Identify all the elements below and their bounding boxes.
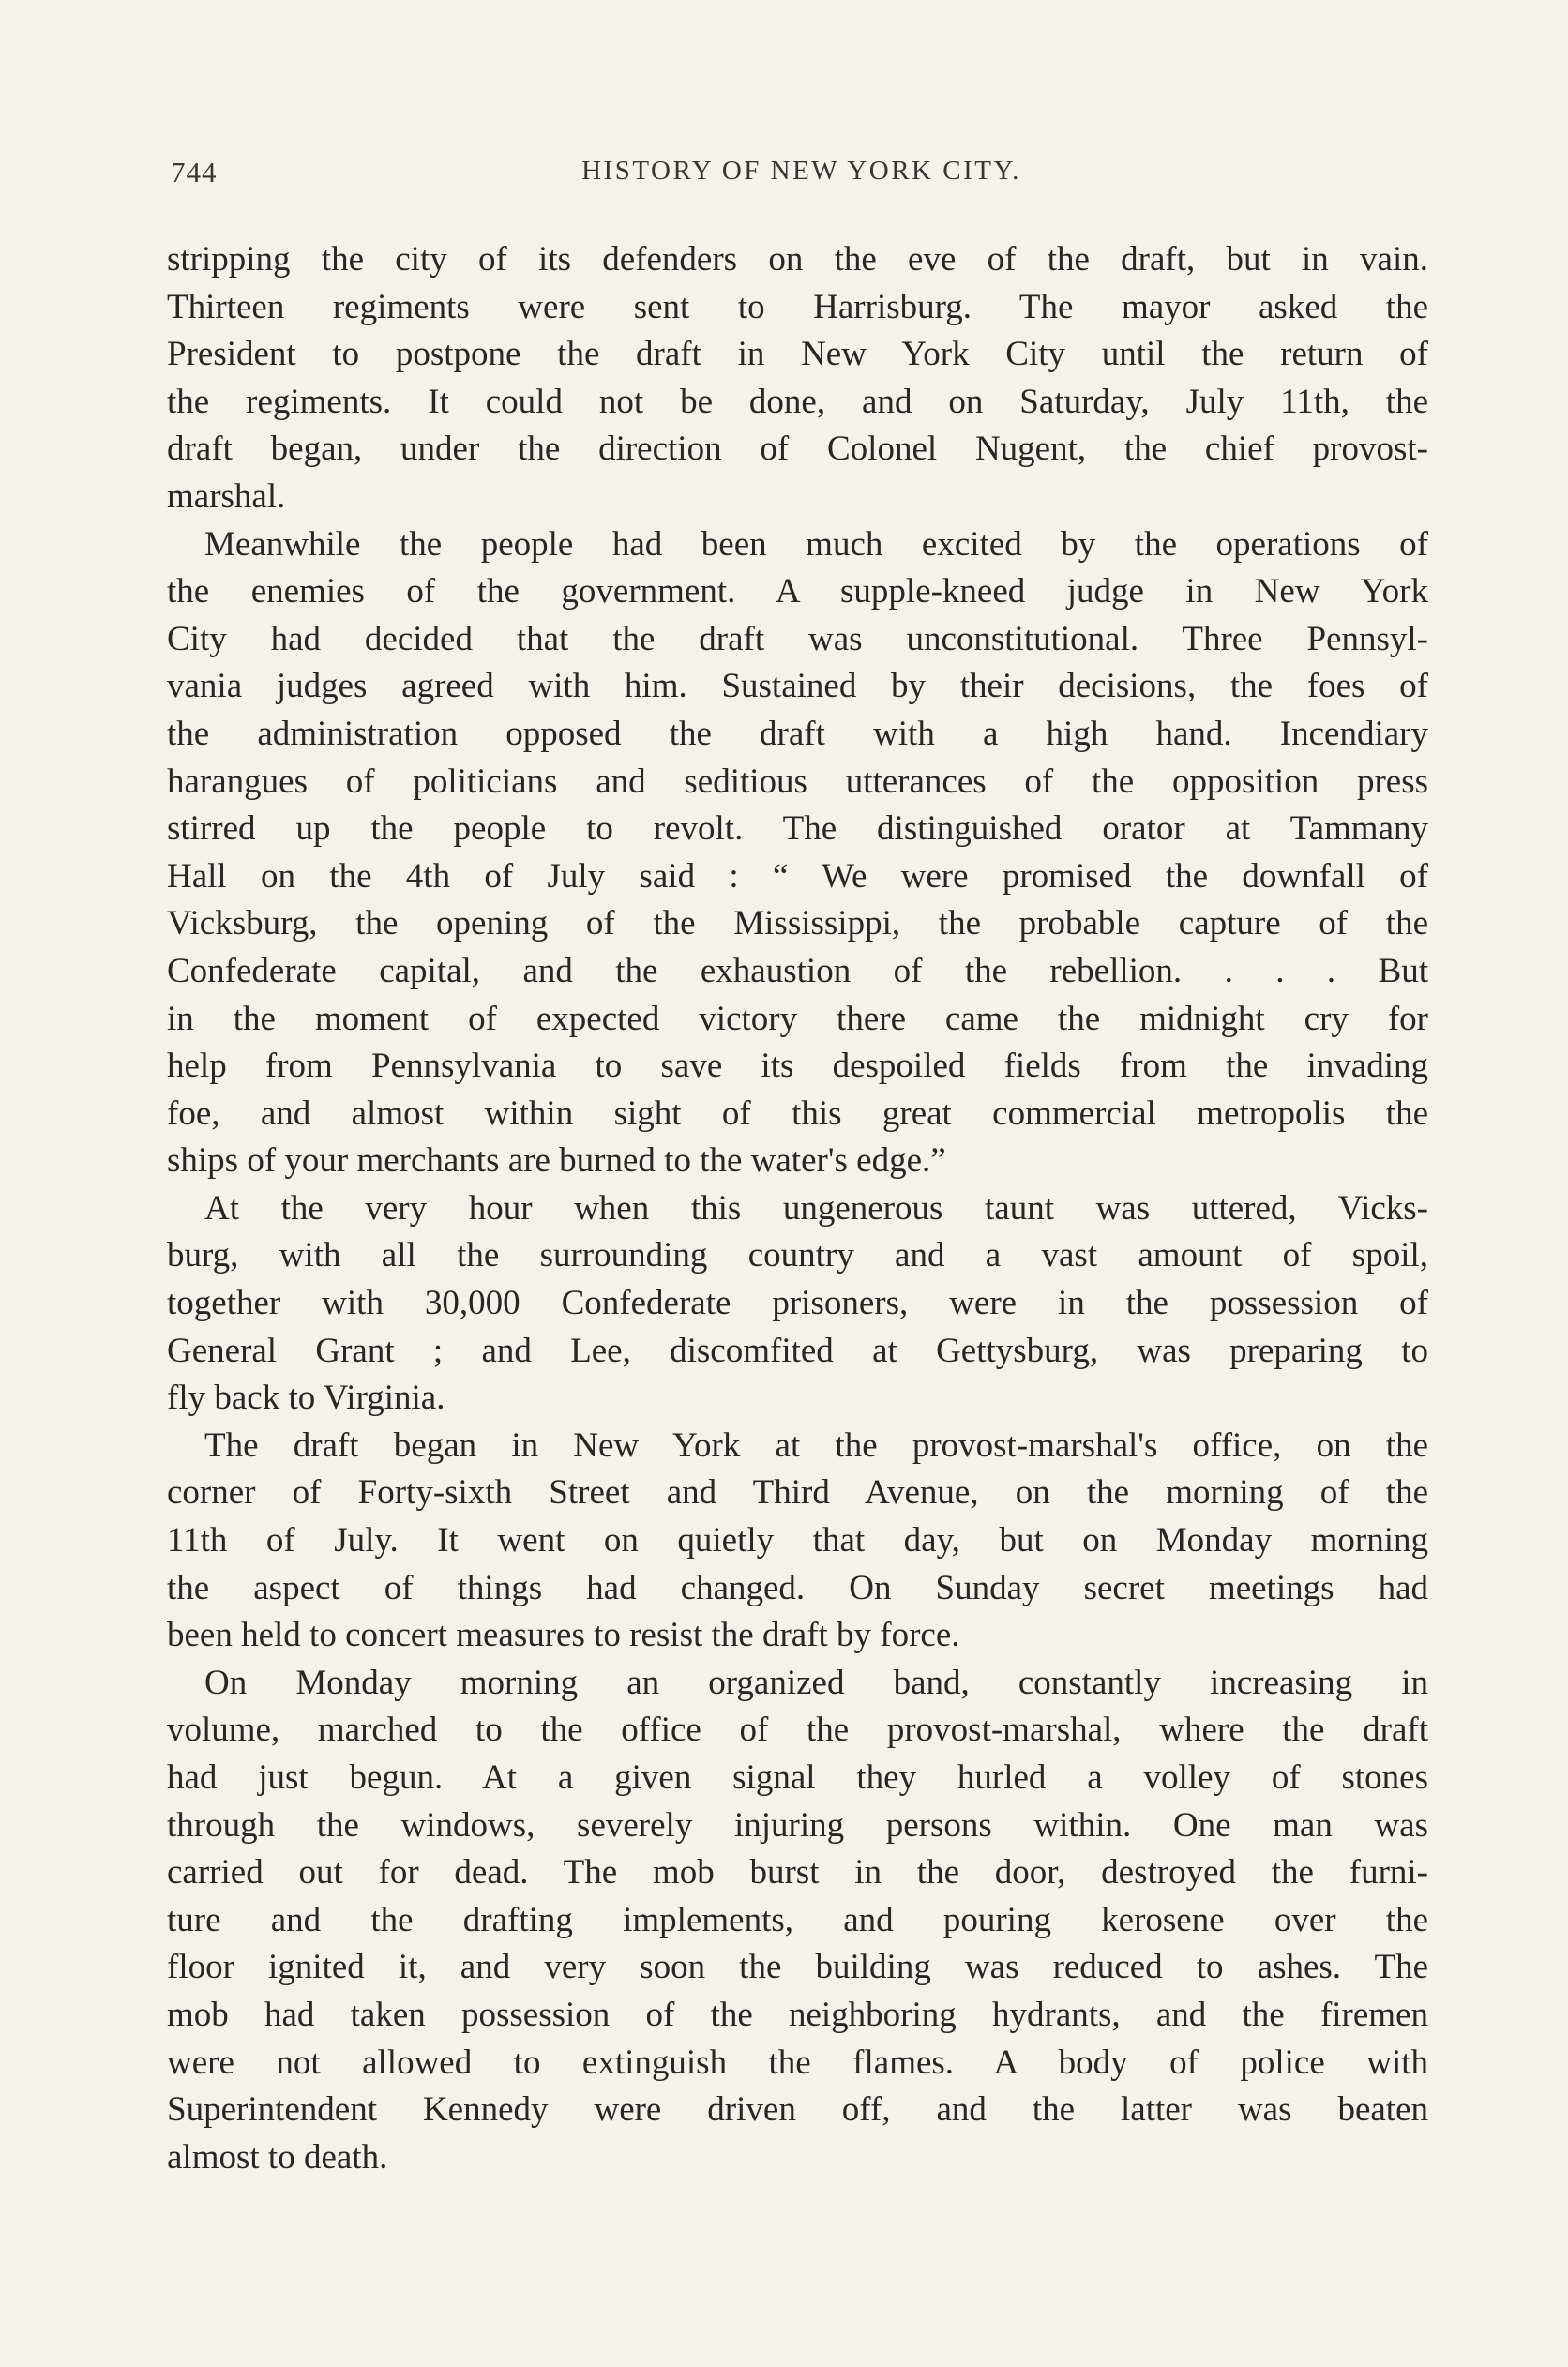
paragraph bbox=[167, 1423, 1428, 1660]
text-line: The draft began in New York at the provost-marshal's office, on the bbox=[204, 1425, 1428, 1465]
text-line: the enemies of the government. A supple-kneed judge in New York bbox=[167, 572, 1428, 611]
text-line: Confederate capital, and the exhaustion of the rebellion. . . . But bbox=[167, 951, 1428, 990]
text-line: Meanwhile the people had been much excited by the operations of bbox=[204, 524, 1428, 564]
text-line: vania judges agreed with him. Sustained by their decisions, the foes of bbox=[167, 667, 1428, 706]
text-line: President to postpone the draft in New York City until the return of bbox=[167, 335, 1428, 374]
text-line: almost to death. bbox=[167, 2137, 388, 2177]
text-line: the administration opposed the draft with a high hand. Incendiary bbox=[167, 714, 1428, 753]
text-line: burg, with all the surrounding country and a vast amount of spoil, bbox=[167, 1236, 1428, 1275]
text-line: Superintendent Kennedy were driven off, and the latter was beaten bbox=[167, 2090, 1428, 2130]
text-line: marshal. bbox=[167, 476, 286, 516]
text-line: stirred up the people to revolt. The distinguished orator at Tammany bbox=[167, 809, 1428, 849]
text-line: had just begun. At a given signal they hurled a volley of stones bbox=[167, 1758, 1428, 1797]
text-line: Hall on the 4th of July said : “ We were promised the downfall of bbox=[167, 856, 1428, 896]
text-line: floor ignited it, and very soon the building was reduced to ashes. The bbox=[167, 1948, 1428, 1987]
text-line: corner of Forty-sixth Street and Third Avenue, on the morning of the bbox=[167, 1473, 1428, 1513]
text-line: foe, and almost within sight of this great commercial metropolis the bbox=[167, 1093, 1428, 1133]
text-line: City had decided that the draft was unconstitutional. Three Pennsyl- bbox=[167, 619, 1428, 658]
text-line: Thirteen regiments were sent to Harrisburg. The mayor asked the bbox=[167, 287, 1428, 326]
text-line: mob had taken possession of the neighboring hydrants, and the firemen bbox=[167, 1995, 1428, 2034]
running-head bbox=[171, 156, 1432, 203]
text-line: 11th of July. It went on quietly that day, but on Monday morning bbox=[167, 1521, 1428, 1560]
text-line: ships of your merchants are burned to the water's edge.” bbox=[167, 1141, 946, 1181]
body-text bbox=[167, 236, 1428, 2181]
text-line: were not allowed to extinguish the flames. A body of police with bbox=[167, 2043, 1428, 2082]
text-line: At the very hour when this ungenerous taunt was uttered, Vicks- bbox=[204, 1188, 1428, 1228]
text-line: help from Pennsylvania to save its despoiled fields from the invading bbox=[167, 1047, 1428, 1086]
text-line: ture and the drafting implements, and pouring kerosene over the bbox=[167, 1900, 1428, 1939]
text-line: the regiments. It could not be done, and on Saturday, July 11th, the bbox=[167, 382, 1428, 421]
text-line: fly back to Virginia. bbox=[167, 1379, 445, 1418]
text-line: through the windows, severely injuring persons within. One man was bbox=[167, 1805, 1428, 1845]
running-title: HISTORY OF NEW YORK CITY. bbox=[581, 156, 1021, 186]
paragraph bbox=[167, 521, 1428, 1185]
page-number: 744 bbox=[171, 156, 218, 188]
paragraph bbox=[167, 1660, 1428, 2182]
text-line: volume, marched to the office of the provost-marshal, where the draft bbox=[167, 1711, 1428, 1750]
text-line: draft began, under the direction of Colonel Nugent, the chief provost- bbox=[167, 430, 1428, 469]
text-line: carried out for dead. The mob burst in the door, destroyed the furni- bbox=[167, 1853, 1428, 1892]
paragraph bbox=[167, 236, 1428, 521]
text-line: On Monday morning an organized band, constantly increasing in bbox=[204, 1663, 1428, 1702]
text-line: the aspect of things had changed. On Sunday secret meetings had bbox=[167, 1568, 1428, 1607]
text-line: stripping the city of its defenders on the eve of the draft, but in vain. bbox=[167, 240, 1428, 279]
text-line: harangues of politicians and seditious utterances of the opposition press bbox=[167, 761, 1428, 801]
text-line: together with 30,000 Confederate prisoners, were in the possession of bbox=[167, 1284, 1428, 1323]
text-line: General Grant ; and Lee, discomfited at Gettysburg, was preparing to bbox=[167, 1331, 1428, 1370]
text-line: in the moment of expected victory there came the midnight cry for bbox=[167, 999, 1428, 1038]
paragraph bbox=[167, 1185, 1428, 1423]
text-line: been held to concert measures to resist the draft by force. bbox=[167, 1616, 960, 1655]
text-line: Vicksburg, the opening of the Mississippi, the probable capture of the bbox=[167, 904, 1428, 943]
